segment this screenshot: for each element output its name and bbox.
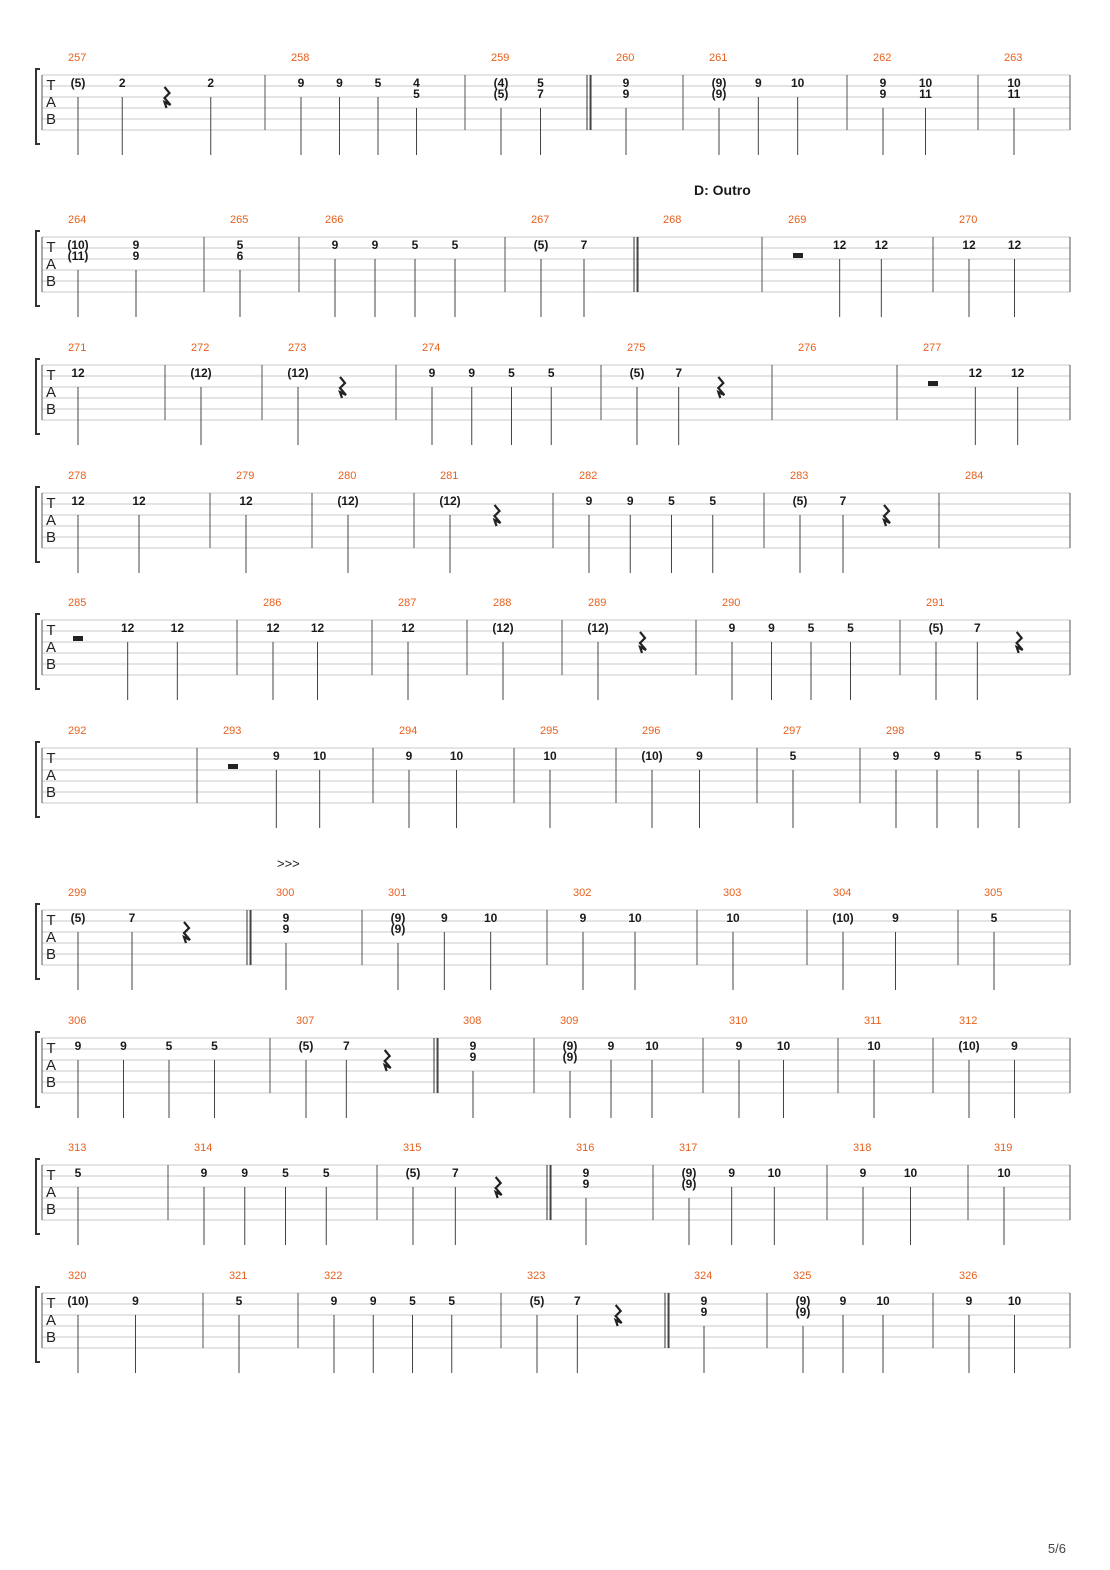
fret-number: 10 [867, 1039, 881, 1053]
fret-number: 9 [607, 1039, 615, 1053]
measure-number: 281 [440, 470, 459, 482]
tab-clef-letter: B [45, 1201, 57, 1218]
measure-number: 323 [527, 1270, 546, 1282]
fret-number: 9 [428, 366, 436, 380]
measure-number: 257 [68, 52, 87, 64]
fret-number: 9 [859, 1166, 867, 1180]
system-brace [36, 614, 40, 689]
tab-clef-letter: B [45, 273, 57, 290]
measure-number: 278 [68, 470, 87, 482]
fret-number: 9 [768, 621, 775, 635]
tab-clef-letter: A [45, 384, 57, 401]
fret-number: 12 [71, 366, 85, 380]
fret-number: 6 [236, 249, 244, 263]
fret-number: (5) [928, 621, 944, 635]
measure-number: 296 [642, 725, 661, 737]
tab-system [36, 182, 1070, 317]
fret-number: 7 [451, 1166, 459, 1180]
fret-number: (12) [587, 621, 609, 635]
measure-number: 269 [788, 214, 807, 226]
measure-number: 271 [68, 342, 87, 354]
tab-clef-letter: A [45, 94, 57, 111]
fret-number: 5 [547, 366, 555, 380]
fret-number: (4) [493, 76, 509, 90]
fret-number: 10 [1007, 1294, 1022, 1308]
fret-number: 12 [266, 621, 280, 635]
tab-clef-letter: B [45, 784, 57, 801]
fret-number: 5 [322, 1166, 330, 1180]
fret-number: 5 [282, 1166, 289, 1180]
measure-number: 313 [68, 1142, 87, 1154]
fret-number: 12 [968, 366, 983, 380]
tab-system [36, 725, 1070, 828]
fret-number: 9 [728, 1166, 736, 1180]
tab-clef-letter: A [45, 512, 57, 529]
measure-number: 310 [729, 1015, 748, 1027]
system-brace [36, 1032, 40, 1107]
fret-number: (9) [390, 911, 406, 925]
page-number: 5/6 [1047, 1541, 1066, 1556]
fret-number: 10 [776, 1039, 791, 1053]
measure-number: 267 [531, 214, 550, 226]
tab-clef-letter: B [45, 946, 57, 963]
fret-number: 9 [728, 621, 736, 635]
fret-number: 9 [282, 922, 290, 936]
fret-number: 10 [645, 1039, 659, 1053]
measure-number: 321 [229, 1270, 248, 1282]
fret-number: 12 [401, 621, 415, 635]
fret-number: (10) [67, 238, 89, 252]
measure-number: 268 [663, 214, 682, 226]
tab-clef-letter: B [45, 529, 57, 546]
fret-number: (10) [958, 1039, 980, 1053]
tab-clef-letter: T [46, 912, 56, 929]
tab-clef-letter: A [45, 256, 57, 273]
tab-system [36, 1015, 1070, 1118]
section-label: D: Outro [694, 182, 751, 198]
fret-number: 5 [374, 76, 382, 90]
fret-number: (9) [795, 1294, 811, 1308]
fret-number: 5 [668, 494, 675, 508]
fret-number: 5 [537, 76, 544, 90]
measure-number: 288 [493, 597, 512, 609]
fret-number: 12 [132, 494, 146, 508]
fret-number: 9 [700, 1294, 708, 1308]
fret-number: 9 [132, 1294, 139, 1308]
fret-number: (10) [832, 911, 854, 925]
measure-number: 292 [68, 725, 87, 737]
tab-system [36, 597, 1070, 700]
fret-number: 5 [235, 1294, 243, 1308]
fret-number: 7 [537, 87, 544, 101]
tab-clef-letter: B [45, 401, 57, 418]
measure-number: 312 [959, 1015, 978, 1027]
measure-number: 300 [276, 887, 295, 899]
measure-number: 320 [68, 1270, 87, 1282]
fret-number: 9 [440, 911, 448, 925]
fret-number: 9 [371, 238, 379, 252]
fret-number: 9 [839, 1294, 847, 1308]
fret-number: 5 [974, 749, 982, 763]
fret-number: 10 [543, 749, 557, 763]
fret-number: 9 [272, 749, 280, 763]
fret-number: 7 [580, 238, 588, 252]
fret-number: 9 [331, 238, 339, 252]
tab-system [36, 1270, 1070, 1373]
measure-number: 298 [886, 725, 905, 737]
measure-number: 314 [194, 1142, 213, 1154]
measure-number: 277 [923, 342, 942, 354]
fret-number: 9 [582, 1177, 590, 1191]
measure-number: 315 [403, 1142, 422, 1154]
fret-number: 12 [1010, 366, 1025, 380]
fret-number: 10 [1007, 76, 1021, 90]
fret-number: 5 [990, 911, 998, 925]
fret-number: 10 [312, 749, 327, 763]
fret-number: 7 [573, 1294, 581, 1308]
fret-number: (12) [190, 366, 212, 380]
fret-number: (9) [711, 76, 727, 90]
fret-number: 9 [879, 87, 887, 101]
fret-number: 4 [413, 76, 420, 90]
fret-number: 9 [469, 1050, 477, 1064]
fret-number: 9 [1011, 1039, 1018, 1053]
fret-number: 9 [369, 1294, 377, 1308]
fret-number: 12 [310, 621, 325, 635]
fret-number: 7 [128, 911, 136, 925]
measure-number: 307 [296, 1015, 315, 1027]
tab-clef-letter: T [46, 495, 56, 512]
fret-number: 9 [622, 87, 630, 101]
fret-number: 10 [903, 1166, 918, 1180]
tab-clef-letter: T [46, 77, 56, 94]
measure-number: 290 [722, 597, 741, 609]
fret-number: (5) [792, 494, 808, 508]
fret-number: (9) [562, 1050, 578, 1064]
fret-number: 9 [297, 76, 305, 90]
fret-number: 9 [282, 911, 290, 925]
fret-number: 9 [626, 494, 634, 508]
measure-number: 273 [288, 342, 307, 354]
measure-number: 266 [325, 214, 344, 226]
fret-number: 9 [735, 1039, 743, 1053]
fret-number: 10 [790, 76, 805, 90]
measure-number: 287 [398, 597, 417, 609]
measure-number: 311 [864, 1015, 882, 1027]
fret-number: 11 [1007, 87, 1021, 101]
system-brace [36, 742, 40, 817]
measure-number: 317 [679, 1142, 698, 1154]
measure-number: 265 [230, 214, 249, 226]
tab-clef-letter: T [46, 239, 56, 256]
measure-number: 276 [798, 342, 817, 354]
half-rest [73, 636, 83, 641]
fret-number: 5 [847, 621, 854, 635]
fret-number: 9 [132, 249, 140, 263]
fret-number: 7 [342, 1039, 350, 1053]
fret-number: 12 [120, 621, 135, 635]
tab-clef-letter: T [46, 1040, 56, 1057]
measure-number: 284 [965, 470, 984, 482]
fret-number: 5 [236, 238, 244, 252]
fret-number: 5 [709, 494, 717, 508]
fret-number: 7 [675, 366, 683, 380]
measure-number: 297 [783, 725, 802, 737]
system-brace [36, 69, 40, 144]
fret-number: (5) [70, 76, 86, 90]
measure-number: 322 [324, 1270, 343, 1282]
measure-number: 306 [68, 1015, 87, 1027]
measure-number: 304 [833, 887, 852, 899]
fret-number: (5) [405, 1166, 421, 1180]
system-brace [36, 359, 40, 434]
measure-number: 264 [68, 214, 87, 226]
fret-number: 12 [170, 621, 185, 635]
measure-number: 272 [191, 342, 210, 354]
tab-clef-letter: B [45, 111, 57, 128]
measure-number: 275 [627, 342, 646, 354]
measure-number: 302 [573, 887, 592, 899]
fret-number: (11) [67, 249, 89, 263]
fret-number: 9 [965, 1294, 973, 1308]
fret-number: (9) [795, 1305, 811, 1319]
fret-number: 10 [767, 1166, 782, 1180]
accent-marks: >>> [277, 856, 300, 871]
fret-number: 9 [879, 76, 887, 90]
fret-number: 10 [726, 911, 740, 925]
measure-number: 289 [588, 597, 607, 609]
fret-number: 9 [579, 911, 587, 925]
tab-clef-letter: T [46, 367, 56, 384]
tab-clef-letter: A [45, 1057, 57, 1074]
fret-number: 5 [448, 1294, 456, 1308]
fret-number: (10) [641, 749, 663, 763]
tab-clef-letter: T [46, 1167, 56, 1184]
measure-number: 305 [984, 887, 1003, 899]
fret-number: 9 [892, 749, 900, 763]
fret-number: 2 [207, 76, 215, 90]
fret-number: 9 [336, 76, 343, 90]
fret-number: 12 [1007, 238, 1022, 252]
tab-system [36, 856, 1070, 990]
tab-clef-letter: B [45, 656, 57, 673]
fret-number: 5 [165, 1039, 173, 1053]
measure-number: 299 [68, 887, 87, 899]
fret-number: 10 [449, 749, 464, 763]
measure-number: 262 [873, 52, 892, 64]
tab-clef-letter: B [45, 1074, 57, 1091]
tab-clef-letter: A [45, 639, 57, 656]
fret-number: 10 [918, 76, 933, 90]
fret-number: 12 [832, 238, 847, 252]
half-rest [793, 253, 803, 258]
measure-number: 286 [263, 597, 282, 609]
fret-number: 9 [754, 76, 762, 90]
measure-number: 325 [793, 1270, 812, 1282]
fret-number: 7 [973, 621, 981, 635]
fret-number: (12) [287, 366, 309, 380]
tab-system [36, 342, 1070, 445]
fret-number: (5) [70, 911, 86, 925]
measure-number: 324 [694, 1270, 713, 1282]
fret-number: 12 [962, 238, 976, 252]
fret-number: (5) [533, 238, 549, 252]
measure-number: 282 [579, 470, 598, 482]
fret-number: 5 [508, 366, 515, 380]
fret-number: 10 [483, 911, 498, 925]
measure-number: 301 [388, 887, 407, 899]
system-brace [36, 487, 40, 562]
tab-clef-letter: T [46, 622, 56, 639]
tab-clef-letter: A [45, 767, 57, 784]
fret-number: 9 [696, 749, 703, 763]
measure-number: 261 [709, 52, 728, 64]
measure-number: 285 [68, 597, 87, 609]
tab-system [36, 52, 1070, 155]
measure-number: 309 [560, 1015, 579, 1027]
fret-number: 2 [118, 76, 126, 90]
fret-number: 9 [405, 749, 413, 763]
fret-number: (12) [439, 494, 461, 508]
fret-number: 5 [413, 87, 420, 101]
measure-number: 294 [399, 725, 418, 737]
fret-number: 12 [874, 238, 889, 252]
fret-number: (12) [492, 621, 514, 635]
fret-number: 11 [919, 87, 932, 101]
measure-number: 258 [291, 52, 310, 64]
measure-number: 303 [723, 887, 742, 899]
fret-number: 5 [451, 238, 459, 252]
measure-number: 291 [926, 597, 945, 609]
fret-number: 9 [585, 494, 593, 508]
fret-number: (12) [337, 494, 359, 508]
fret-number: 9 [582, 1166, 590, 1180]
fret-number: 5 [789, 749, 797, 763]
measure-number: 308 [463, 1015, 482, 1027]
measure-number: 280 [338, 470, 357, 482]
fret-number: 9 [892, 911, 899, 925]
tab-clef-letter: T [46, 1295, 56, 1312]
fret-number: 9 [330, 1294, 338, 1308]
fret-number: 9 [469, 1039, 477, 1053]
fret-number: 5 [211, 1039, 218, 1053]
tab-clef-letter: A [45, 929, 57, 946]
fret-number: 10 [628, 911, 642, 925]
fret-number: 9 [74, 1039, 82, 1053]
fret-number: 12 [71, 494, 85, 508]
half-rest [928, 381, 938, 386]
tab-clef-letter: A [45, 1184, 57, 1201]
measure-number: 263 [1004, 52, 1023, 64]
tab-clef-letter: T [46, 750, 56, 767]
system-brace [36, 1159, 40, 1234]
fret-number: (9) [390, 922, 406, 936]
half-rest [228, 764, 238, 769]
fret-number: 5 [409, 1294, 416, 1308]
system-brace [36, 1287, 40, 1362]
tab-system [36, 1142, 1070, 1245]
fret-number: (9) [681, 1166, 697, 1180]
measure-number: 274 [422, 342, 441, 354]
fret-number: (10) [67, 1294, 89, 1308]
fret-number: 9 [132, 238, 140, 252]
fret-number: 9 [933, 749, 941, 763]
measure-number: 259 [491, 52, 510, 64]
fret-number: 9 [200, 1166, 208, 1180]
system-brace [36, 231, 40, 306]
measure-number: 279 [236, 470, 255, 482]
tab-clef-letter: B [45, 1329, 57, 1346]
fret-number: 5 [807, 621, 815, 635]
fret-number: (5) [298, 1039, 314, 1053]
measure-number: 283 [790, 470, 809, 482]
measure-number: 326 [959, 1270, 978, 1282]
fret-number: 12 [239, 494, 253, 508]
fret-number: 5 [74, 1166, 82, 1180]
system-brace [36, 904, 40, 979]
fret-number: 7 [839, 494, 847, 508]
fret-number: 9 [468, 366, 476, 380]
fret-number: 9 [241, 1166, 249, 1180]
fret-number: 9 [700, 1305, 708, 1319]
measure-number: 295 [540, 725, 559, 737]
fret-number: 5 [1015, 749, 1023, 763]
measure-number: 318 [853, 1142, 872, 1154]
fret-number: (9) [711, 87, 727, 101]
measure-number: 293 [223, 725, 242, 737]
fret-number: (9) [681, 1177, 697, 1191]
tab-system [36, 470, 1070, 573]
fret-number: (5) [629, 366, 645, 380]
measure-number: 316 [576, 1142, 595, 1154]
measure-number: 260 [616, 52, 635, 64]
fret-number: (5) [529, 1294, 545, 1308]
fret-number: (9) [562, 1039, 578, 1053]
fret-number: 9 [622, 76, 630, 90]
fret-number: (5) [493, 87, 509, 101]
measure-number: 319 [994, 1142, 1013, 1154]
tab-clef-letter: A [45, 1312, 57, 1329]
fret-number: 10 [997, 1166, 1011, 1180]
measure-number: 270 [959, 214, 978, 226]
fret-number: 9 [120, 1039, 127, 1053]
fret-number: 5 [411, 238, 419, 252]
fret-number: 10 [876, 1294, 890, 1308]
